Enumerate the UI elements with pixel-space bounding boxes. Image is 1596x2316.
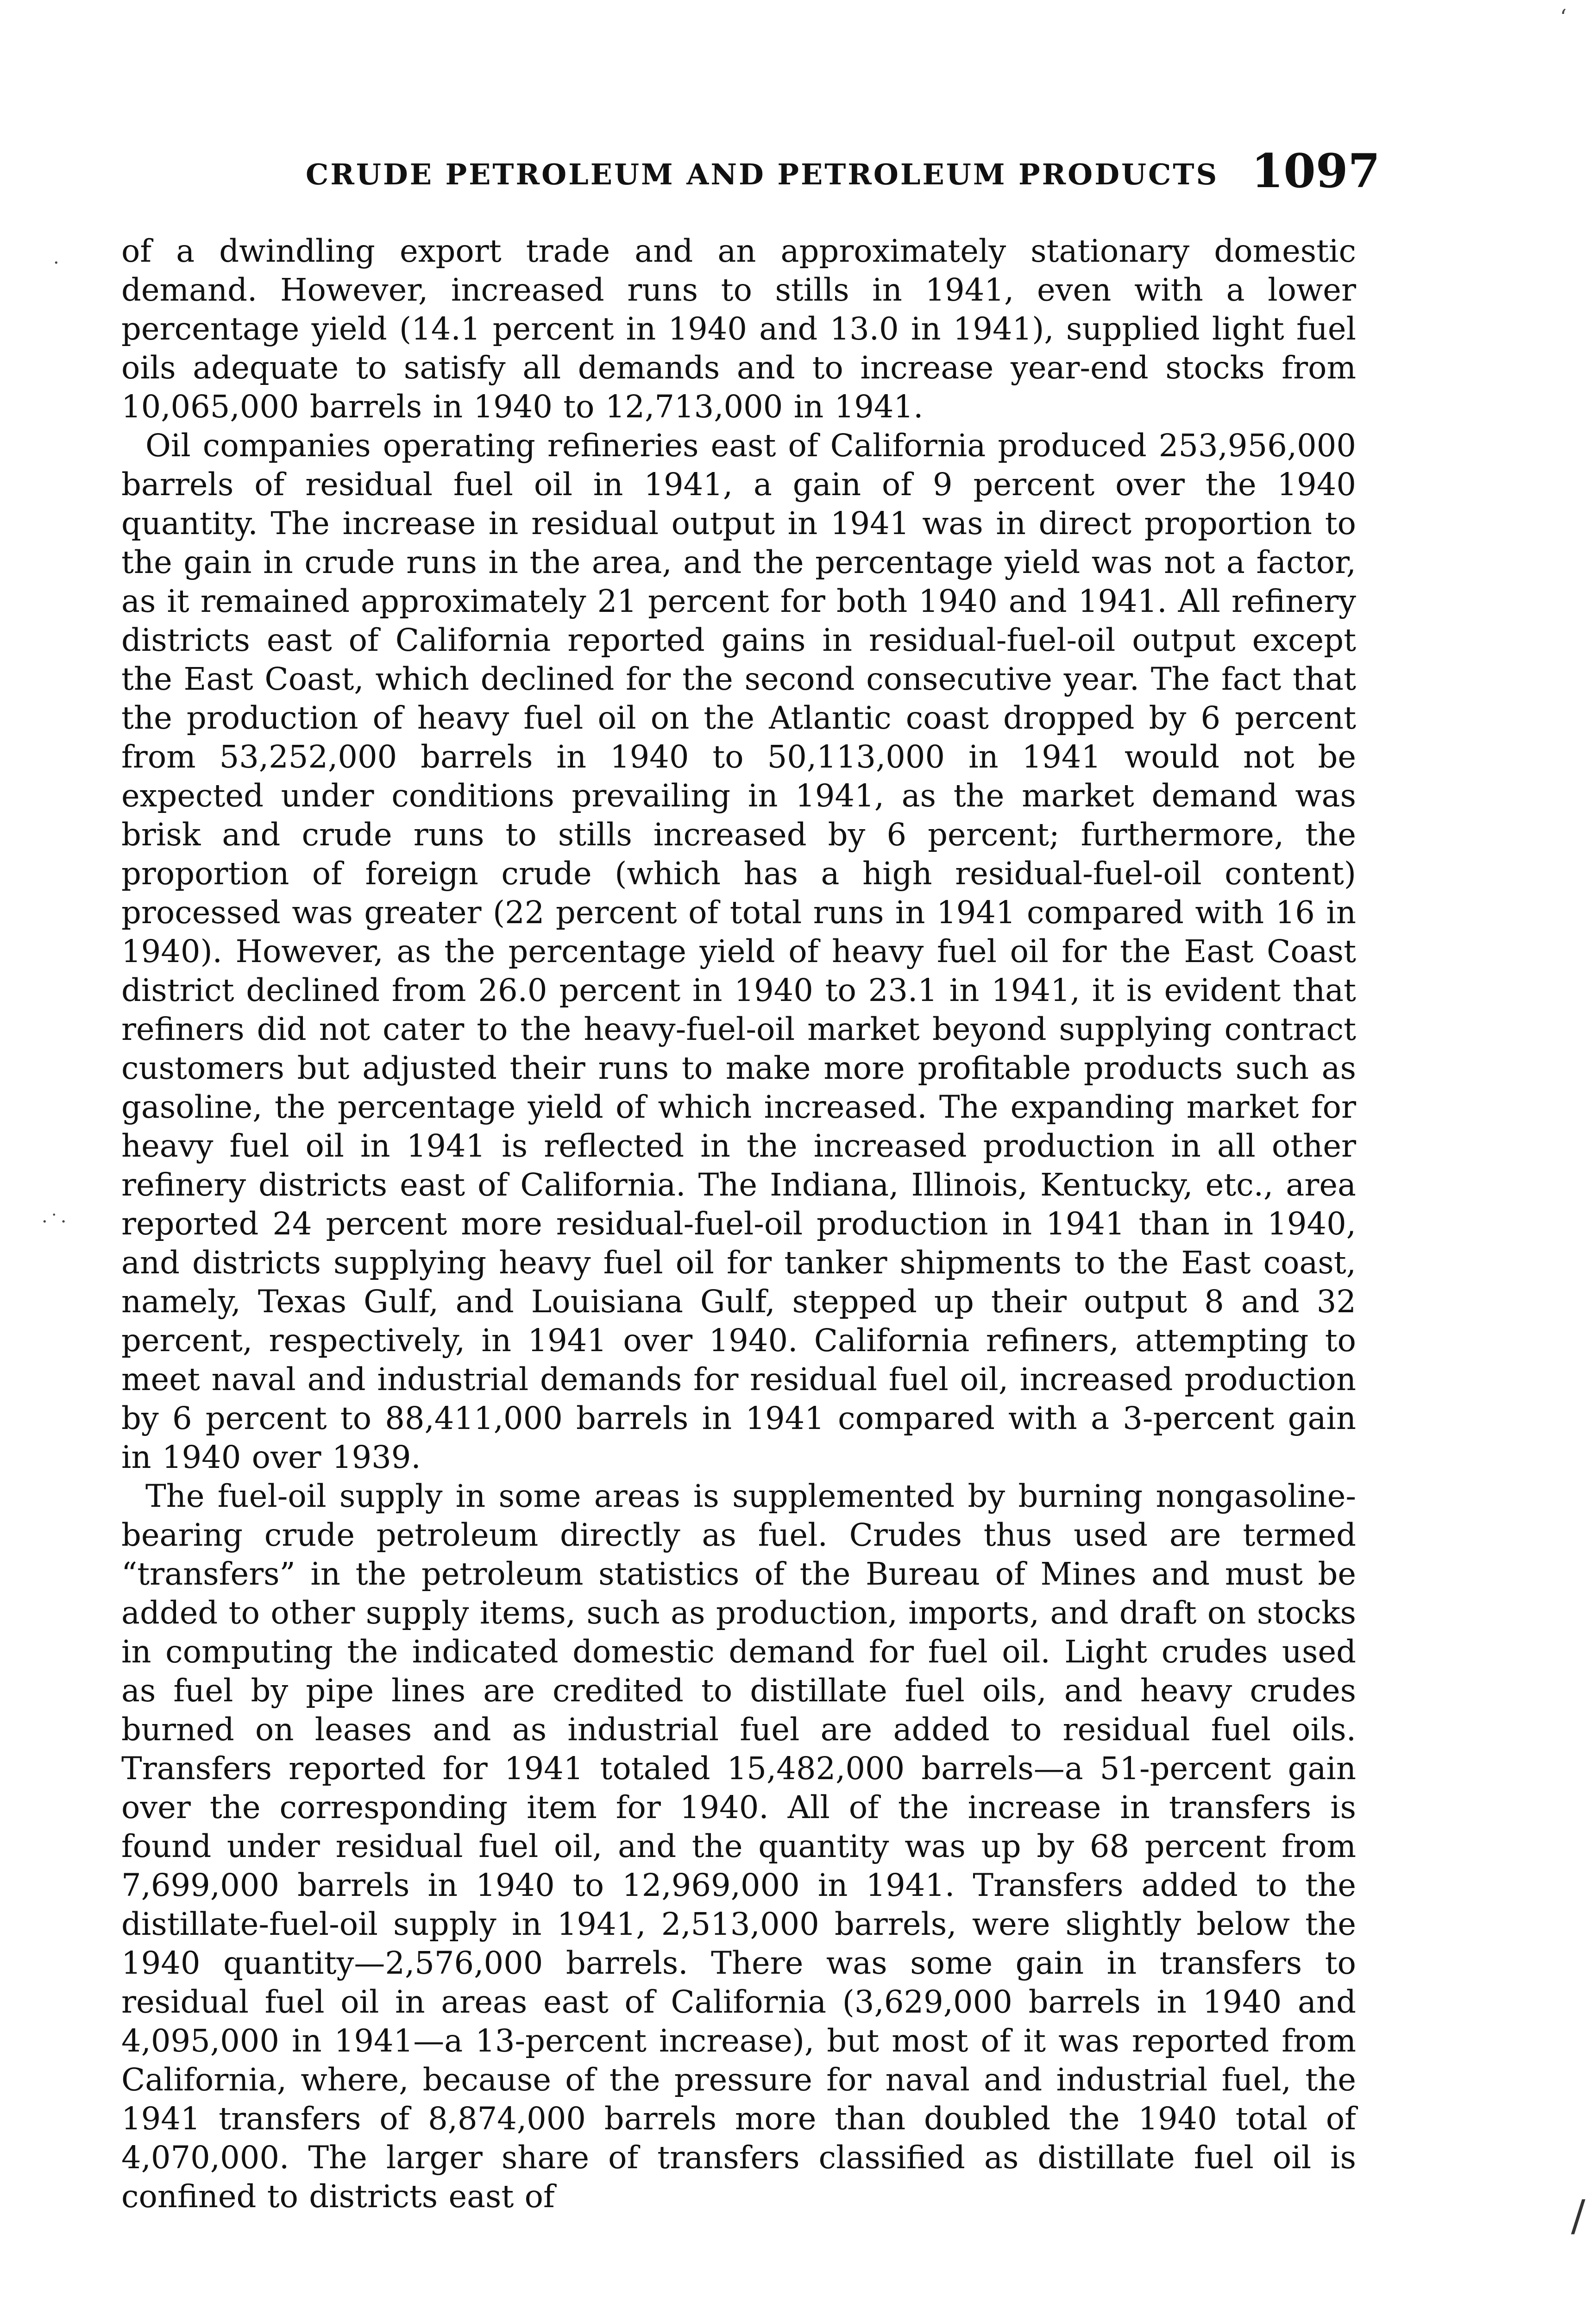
paragraph-transfers: The fuel-oil supply in some areas is supplemented by burning nongasoline-bearing crude petroleum directly as fuel. Crudes thus used are termed “transfers” in the petroleum statistics of the Bureau of Mines and must be added to other supply items, such as production, imports, and draft on stocks in computing the indicated domestic demand for fuel oil. Light crudes used as fuel by pipe lines are credited to distillate fuel oils, and heavy crudes burned on leases and as industrial fuel are added to residual fuel oils. Transfers reported for 1941 totaled 15,482,000 barrels—a 51-percent gain over the corresponding item for 1940. All of the increase in transfers is found under residual fuel oil, and the quantity was up by 68 percent from 7,699,000 barrels in 1940 to 12,969,000 in 1941. Transfers added to the distillate-fuel-oil supply in 1941, 2,513,000 barrels, were slightly below the 1940 quantity—2,576,000 barrels. There was some gain in transfers to residual fuel oil in areas east of California (3,629,000 barrels in 1940 and 4,095,000 in 1941—a 13-percent increase), but most of it was reported from California, where, because of the pressure for naval and industrial fuel, the 1941 transfers of 8,874,000 barrels more than doubled the 1940 total of 4,070,000. The larger share of transfers classified as distillate fuel oil is confined to districts east of (121, 1478, 1356, 2215)
paragraph-continued: of a dwindling export trade and an approximately stationary domestic demand. However, increased runs to stills in 1941, even with a lower percentage yield (14.1 percent in 1940 and 13.0 in 1941), supplied light fuel oils adequate to satisfy all demands and to increase year-end stocks from 10,065,000 barrels in 1940 to 12,713,000 in 1941. (121, 233, 1356, 425)
paragraph-residual-fuel-oil: Oil companies operating refineries east of California produced 253,956,000 barrels of residual fuel oil in 1941, a gain of 9 percent over the 1940 quantity. The increase in residual output in 1941 was in direct proportion to the gain in crude runs in the area, and the percentage yield was not a factor, as it remained approximately 21 percent for both 1940 and 1941. All refinery districts east of California reported gains in residual-fuel-oil output except the East Coast, which declined for the second consecutive year. The fact that the production of heavy fuel oil on the Atlantic coast dropped by 6 percent from 53,252,000 barrels in 1940 to 50,113,000 in 1941 would not be expected under conditions prevailing in 1941, as the market demand was brisk and crude runs to stills increased by 6 percent; furthermore, the proportion of foreign crude (which has a high residual-fuel-oil content) processed was greater (22 percent of total runs in 1941 compared with 16 in 1940). However, as the percentage yield of heavy fuel oil for the East Coast district declined from 26.0 percent in 1940 to 23.1 in 1941, it is evident that refiners did not cater to the heavy-fuel-oil market beyond supplying contract customers but adjusted their runs to make more profitable products such as gasoline, the percentage yield of which increased. The expanding market for heavy fuel oil in 1941 is reflected in the increased production in all other refinery districts east of California. The Indiana, Illinois, Kentucky, etc., area reported 24 percent more residual-fuel-oil production in 1941 than in 1940, and districts supplying heavy fuel oil for tanker shipments to the East coast, namely, Texas Gulf, and Louisiana Gulf, stepped up their output 8 and 32 percent, respectively, in 1941 over 1940. California refiners, attempting to meet naval and industrial demands for residual fuel oil, increased production by 6 percent to 88,411,000 barrels in 1941 compared with a 3-percent gain in 1940 over 1939. (121, 428, 1356, 1475)
running-title: CRUDE PETROLEUM AND PETROLEUM PRODUCTS (306, 157, 1219, 191)
scan-mark-dots: ·˙· (42, 1211, 69, 1233)
scan-mark-top: ‘ (1560, 5, 1567, 30)
running-head (120, 139, 1380, 208)
body-text (121, 232, 1356, 2216)
page-number: 1097 (1251, 144, 1380, 198)
scan-mark-stroke: / (1571, 2191, 1585, 2240)
scan-mark-dot: · (53, 252, 59, 274)
